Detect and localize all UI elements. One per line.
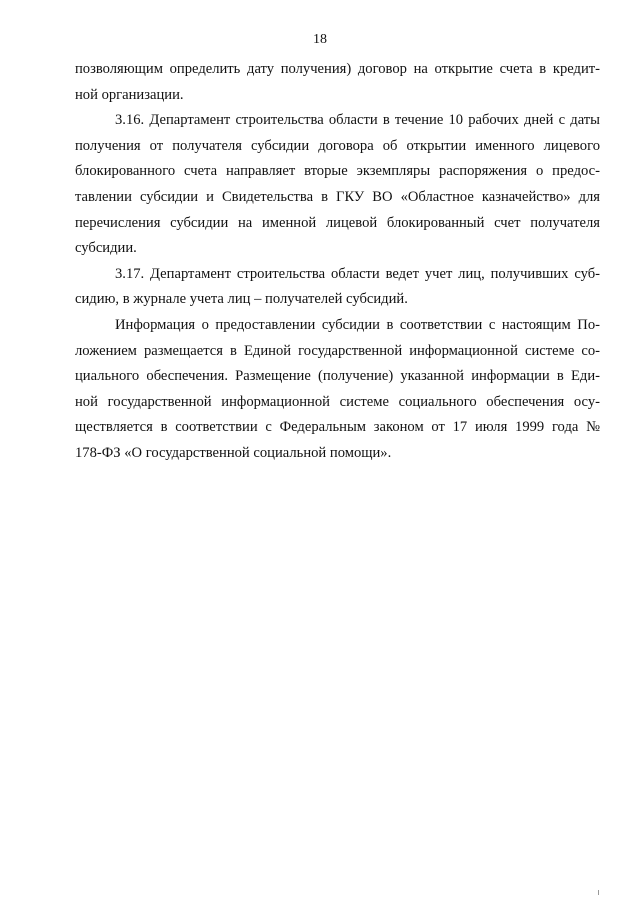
text-line: ной организации. (75, 86, 184, 103)
text-line: Информация о предоставлении субсидии в соответствии с настоящим По- (115, 316, 600, 333)
scan-artifact-mark (598, 890, 599, 895)
paragraph-information (75, 313, 600, 467)
text-line: 178-ФЗ «О государственной социальной помощи». (75, 444, 392, 461)
paragraph-continuation (75, 57, 600, 108)
text-line: тавлении субсидии и Свидетельства в ГКУ ВО «Областное казначейство» для (75, 188, 600, 205)
text-line: блокированного счета направляет вторые экземпляры распоряжения о предос- (75, 163, 600, 180)
text-line: ной государственной информационной системе социального обеспечения осу- (75, 393, 600, 410)
text-line: позволяющим определить дату получения) договор на открытие счета в кредит- (75, 61, 600, 77)
text-line: циального обеспечения. Размещение (получение) указанной информации в Еди- (75, 368, 600, 385)
text-line: ществляется в соответствии с Федеральным законом от 17 июля 1999 года № (75, 419, 600, 436)
paragraph-3-17 (75, 262, 600, 313)
text-line: 3.17. Департамент строительства области ведет учет лиц, получивших суб- (115, 265, 600, 282)
page-number: 18 (313, 32, 327, 47)
document-body (75, 57, 600, 467)
text-line: получения от получателя субсидии договора об открытии именного лицевого (75, 137, 600, 154)
text-line: сидию, в журнале учета лиц – получателей субсидий. (75, 291, 408, 308)
text-line: перечисления субсидии на именной лицевой блокированный счет получателя (75, 214, 600, 231)
text-line: субсидии. (75, 240, 137, 257)
paragraph-3-16 (75, 108, 600, 262)
text-line: ложением размещается в Единой государственной информационной системе со- (75, 342, 600, 359)
text-line: 3.16. Департамент строительства области в течение 10 рабочих дней с даты (115, 112, 600, 129)
